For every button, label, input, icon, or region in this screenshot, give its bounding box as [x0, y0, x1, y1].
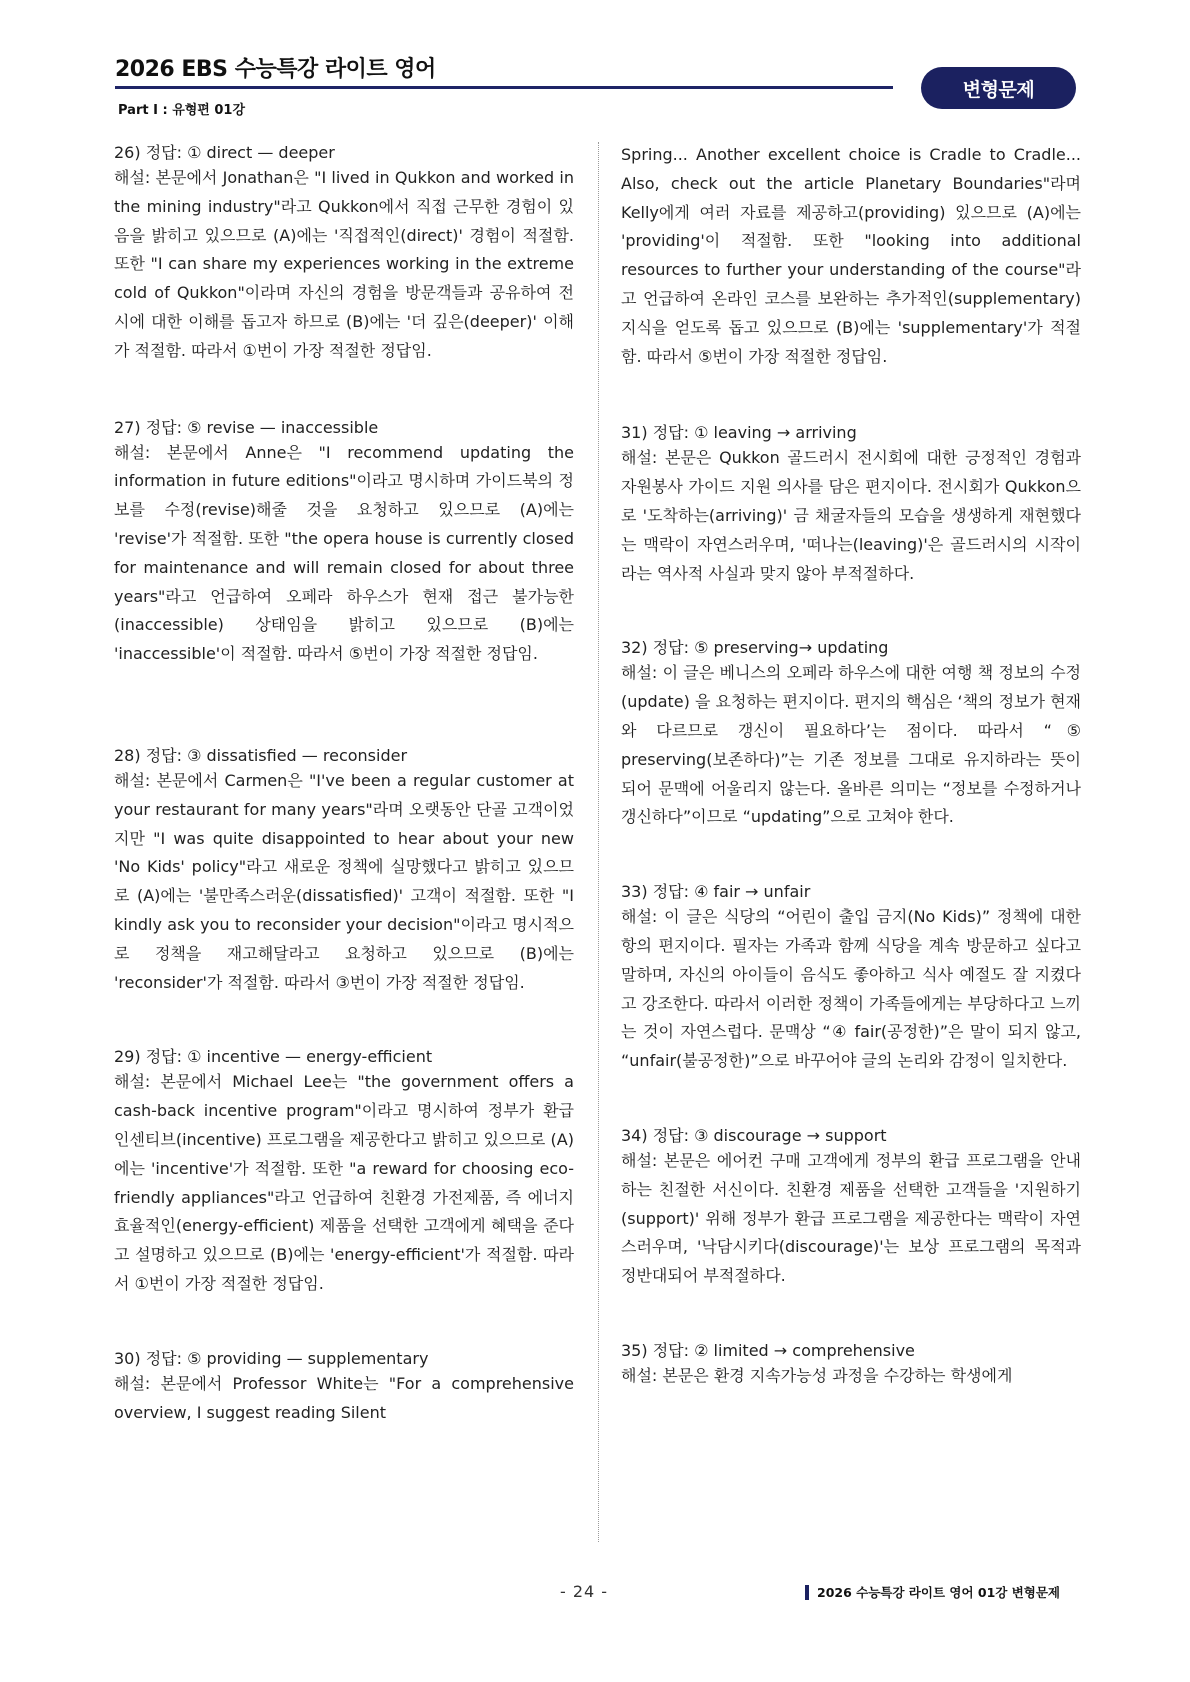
column-divider	[598, 142, 599, 1542]
explanation-text: 해설: 본문은 에어컨 구매 고객에게 정부의 환급 프로그램을 안내하는 친절한 서신이다. 친환경 제품을 선택한 고객들을 '지원하기(support)' 위해 정부가 환급 프로그램을 제공한다는 맥락이 자연스러우며, '낙담시키다(discourage)'는 보상 프로그램의 목적과 정반대되어 부적절하다.	[621, 1150, 1081, 1286]
header-rule	[115, 86, 893, 89]
answer-item-29	[114, 1045, 574, 1298]
explanation-text: 해설: 본문에서 Carmen은 "I've been a regular customer at your restaurant for many years"라며 오랫동안 단골 고객이었지만 "I was quite disappointed to hear about your new 'No Kids' policy"라고 새로운 정책에 실망했다고 밝히고 있으므로 (A)에는 '불만족스러운(dissatisfied)' 고객이 적절함. 또한 "I kindly ask you to reconsider your decision"이라고 명시적으로 정책을 재고해달라고 요청하고 있으므로 (B)에는 'reconsider'가 적절함. 따라서 ③번이 가장 적절한 정답임.	[114, 770, 574, 992]
answer-line: 28) 정답: ③ dissatisfied — reconsider	[114, 745, 408, 765]
answer-line: 34) 정답: ③ discourage → support	[621, 1125, 887, 1145]
answer-line: 26) 정답: ① direct — deeper	[114, 143, 335, 162]
explanation-text: 해설: 본문에서 Jonathan은 "I lived in Qukkon and worked in the mining industry"라고 Qukkon에서 직접 근무한 경험이 있음을 밝히고 있으므로 (A)에는 '직접적인(direct)' 경험이 적절함. 또한 "I can share my experiences working in the extreme cold of Qukkon"이라며 자신의 경험을 방문객들과 공유하여 전시에 대한 이해를 돕고자 하므로 (B)에는 '더 깊은(deeper)' 이해가 적절함. 따라서 ①번이 가장 적절한 정답임.	[114, 168, 574, 360]
answer-line: 29) 정답: ① incentive — energy-efficient	[114, 1047, 433, 1067]
explanation-text: 해설: 이 글은 베니스의 오페라 하우스에 대한 여행 책 정보의 수정(update) 을 요청하는 편지이다. 편지의 핵심은 ‘책의 정보가 현재와 다르므로 갱신이 필요하다’는 점이다. 따라서 “⑤ preserving(보존하다)”는 기존 정보를 그대로 유지하라는 뜻이 되어 문맥에 어울리지 않는다. 올바른 의미는 “정보를 수정하거나 갱신하다”이므로 “updating”으로 고쳐야 한다.	[621, 663, 1081, 827]
right-column	[621, 141, 1081, 1391]
explanation-text: 해설: 본문에서 Michael Lee는 "the government offers a cash-back incentive program"이라고 명시하여 정부가 환급 인센티브(incentive) 프로그램을 제공한다고 밝히고 있으므로 (A)에는 'incentive'가 적절함. 또한 "a reward for choosing eco-friendly appliances"라고 언급하여 친환경 가전제품, 즉 에너지 효율적인(energy-efficient) 제품을 선택한 고객에게 혜택을 준다고 설명하고 있으므로 (B)에는 'energy-efficient'가 적절함. 따라서 ①번이 가장 적절한 정답임.	[114, 1072, 574, 1293]
answer-line: 27) 정답: ⑤ revise — inaccessible	[114, 417, 379, 437]
answer-item-35	[621, 1339, 1081, 1391]
answer-item-30-continued	[621, 141, 1081, 371]
explanation-text: 해설: 본문에서 Professor White는 "For a comprehensive overview, I suggest reading Silent	[114, 1373, 574, 1422]
answer-line: 31) 정답: ① leaving → arriving	[621, 423, 857, 443]
answer-item-28	[114, 744, 574, 997]
answer-item-27	[114, 416, 574, 669]
explanation-text: 해설: 본문은 Qukkon 골드러시 전시회에 대한 긍정적인 경험과 자원봉사 가이드 지원 의사를 담은 편지이다. 전시회가 Qukkon으로 '도착하는(arriving)' 금 채굴자들의 모습을 생생하게 재현했다는 맥락이 자연스러우며, '떠나는(leaving)'은 골드러시의 시작이라는 역사적 사실과 맞지 않아 부적절하다.	[621, 448, 1081, 583]
part-label: Part Ⅰ : 유형편 01강	[118, 103, 246, 118]
explanation-text: 해설: 본문에서 Anne은 "I recommend updating the information in future editions"이라고 명시하며 가이드북의 정보를 수정(revise)해줄 것을 요청하고 있으므로 (A)에는 'revise'가 적절함. 또한 "the opera house is currently closed for maintenance and will remain closed for about three years"라고 언급하여 오페라 하우스가 현재 접근 불가능한(inaccessible) 상태임을 밝히고 있으므로 (B)에는 'inaccessible'이 적절함. 따라서 ⑤번이 가장 적절한 정답임.	[114, 442, 574, 664]
answer-item-34	[621, 1124, 1081, 1291]
footer-label: 2026 수능특강 라이트 영어 01강 변형문제	[805, 1585, 1060, 1600]
page-title: 2026 EBS 수능특강 라이트 영어	[115, 57, 436, 82]
explanation-text: 해설: 본문은 환경 지속가능성 과정을 수강하는 학생에게	[621, 1365, 1013, 1385]
answer-line: 33) 정답: ④ fair → unfair	[621, 882, 811, 902]
explanation-text: Spring... Another excellent choice is Cradle to Cradle... Also, check out the article Planetary Boundaries"라며 Kelly에게 여러 자료를 제공하고(providing) 있으므로 (A)에는 'providing'이 적절함. 또한 "looking into additional resources to further your understanding of the course"라고 언급하여 온라인 코스를 보완하는 추가적인(supplementary) 지식을 얻도록 돕고 있으므로 (B)에는 'supplementary'가 적절함. 따라서 ⑤번이 가장 적절한 정답임.	[621, 145, 1081, 366]
answer-item-31	[621, 421, 1081, 588]
answer-item-30	[114, 1347, 574, 1428]
answer-item-26	[114, 141, 574, 366]
page-number: - 24 -	[560, 1582, 609, 1601]
answer-line: 30) 정답: ⑤ providing — supplementary	[114, 1348, 429, 1368]
answer-line: 35) 정답: ② limited → comprehensive	[621, 1340, 915, 1360]
section-badge: 변형문제	[921, 67, 1076, 109]
answer-item-32	[621, 636, 1081, 832]
explanation-text: 해설: 이 글은 식당의 “어린이 출입 금지(No Kids)” 정책에 대한 항의 편지이다. 필자는 가족과 함께 식당을 계속 방문하고 싶다고 말하며, 자신의 아이들이 음식도 좋아하고 식사 예절도 잘 지켰다고 강조한다. 따라서 이러한 정책이 가족들에게는 부당하다고 느끼는 것이 자연스럽다. 문맥상 “④ fair(공정한)”은 말이 되지 않고, “unfair(불공정한)”으로 바꾸어야 글의 논리와 감정이 일치한다.	[621, 907, 1081, 1071]
answer-line: 32) 정답: ⑤ preserving→ updating	[621, 638, 889, 658]
answer-item-33	[621, 880, 1081, 1076]
left-column	[114, 141, 574, 1427]
